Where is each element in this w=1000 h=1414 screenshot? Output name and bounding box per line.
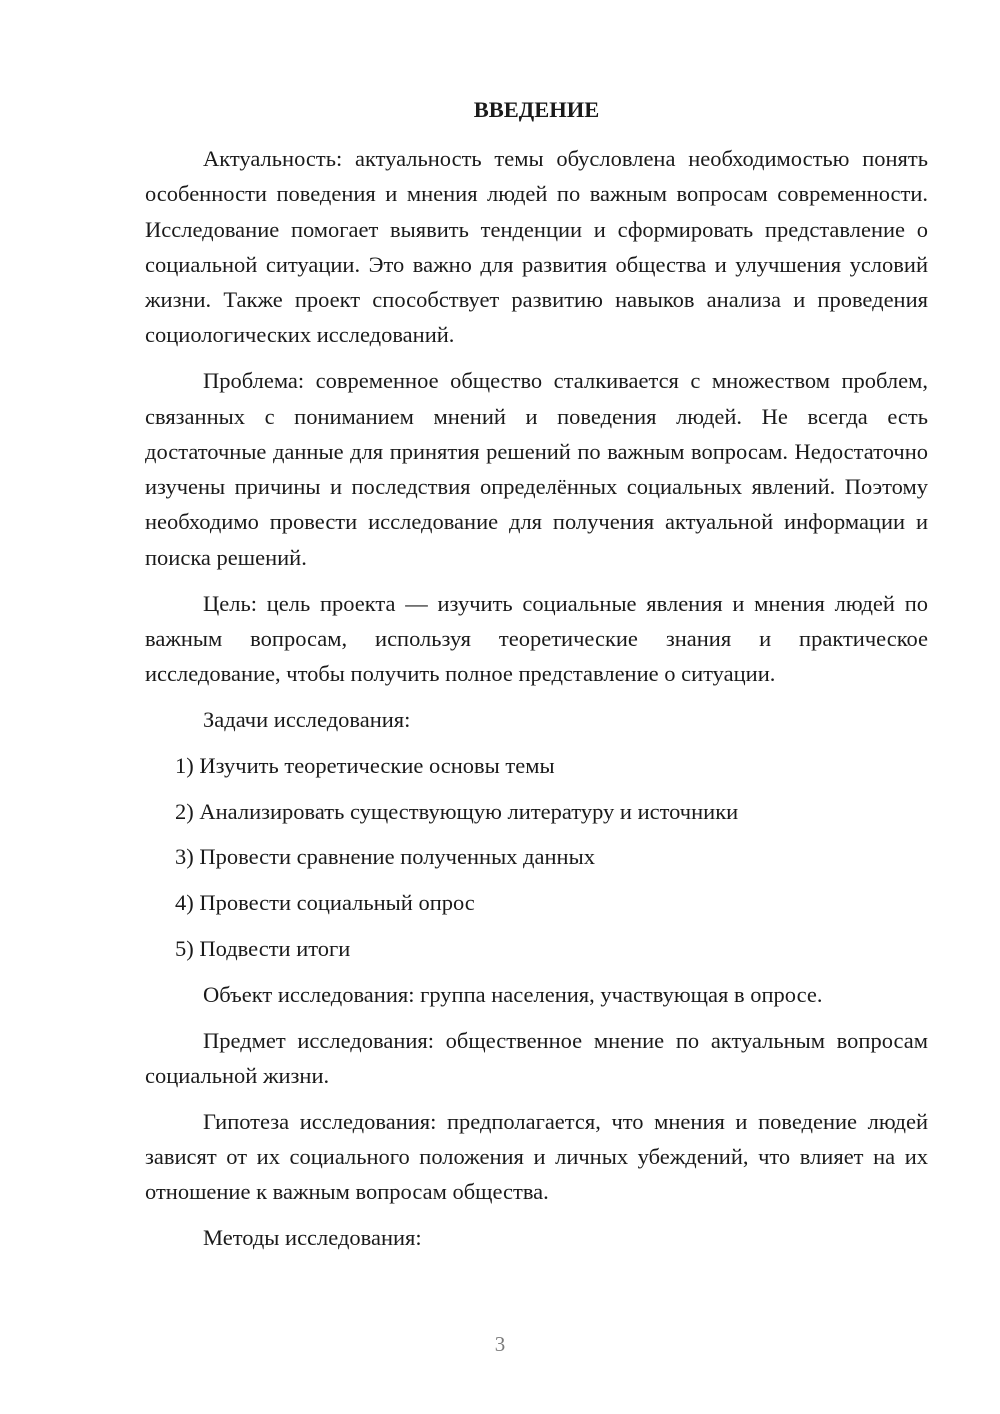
- task-item: 2) Анализировать существующую литературу и источники: [175, 798, 739, 824]
- relevance-paragraph: Актуальность: актуальность темы обусловлена необходимостью понять особенности поведения и мнения людей по важным вопросам современности. Исследование помогает выявить тенденции и сформировать представление о социальной ситуации. Это важно для развития общества и улучшения условий жизни. Также проект способствует развитию навыков анализа и проведения социологических исследований.: [145, 146, 928, 348]
- document-page: [145, 92, 928, 1266]
- tasks-list: [145, 748, 928, 966]
- object-paragraph: Объект исследования: группа населения, участвующая в опросе.: [203, 981, 823, 1007]
- task-item: 1) Изучить теоретические основы темы: [175, 752, 555, 778]
- goal-paragraph: Цель: цель проекта — изучить социальные явления и мнения людей по важным вопросам, используя теоретические знания и практическое исследование, чтобы получить полное представление о ситуации.: [145, 590, 928, 687]
- methods-heading: Методы исследования:: [203, 1225, 422, 1251]
- hypothesis-paragraph: Гипотеза исследования: предполагается, что мнения и поведение людей зависят от их социального положения и личных убеждений, что влияет на их отношение к важным вопросам общества.: [145, 1108, 928, 1205]
- tasks-heading: Задачи исследования:: [203, 706, 411, 732]
- task-item: 3) Провести сравнение полученных данных: [175, 844, 595, 870]
- task-item: 4) Провести социальный опрос: [175, 890, 475, 916]
- document-title: ВВЕДЕНИЕ: [473, 97, 600, 122]
- subject-paragraph: Предмет исследования: общественное мнение по актуальным вопросам социальной жизни.: [145, 1027, 928, 1088]
- problem-paragraph: Проблема: современное общество сталкивается с множеством проблем, связанных с пониманием мнений и поведения людей. Не всегда есть достаточные данные для принятия решений по важным вопросам. Недостаточно изучены причины и последствия определённых социальных явлений. Поэтому необходимо провести исследование для получения актуальной информации и поиска решений.: [145, 368, 928, 570]
- task-item: 5) Подвести итоги: [175, 935, 351, 961]
- page-number: 3: [494, 1332, 506, 1356]
